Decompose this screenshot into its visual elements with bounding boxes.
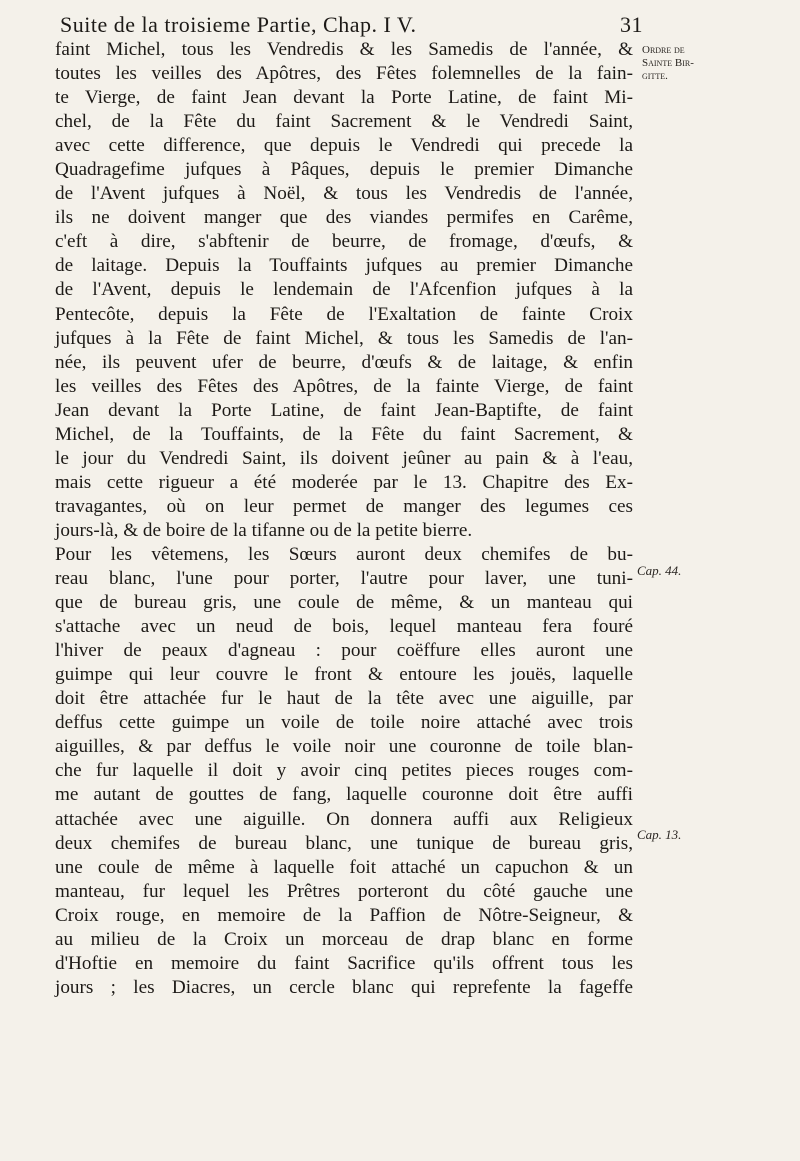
- text-line: jours-là, & de boire de la tifanne ou de la petite bierre.: [55, 519, 473, 541]
- text-line: au milieu de la Croix un morceau de drap blanc en forme: [55, 928, 633, 950]
- margin-note-cap-44: Cap. 44.: [637, 563, 682, 578]
- text-line: manteau, fur lequel les Prêtres porteront du côté gauche une: [55, 880, 633, 902]
- text-line: c'eft à dire, s'abftenir de beurre, de fromage, d'œufs, &: [55, 231, 633, 253]
- margin-note-cap-13: Cap. 13.: [637, 827, 682, 842]
- text-line: aiguilles, & par deffus le voile noir une couronne de toile blan-: [55, 736, 633, 758]
- text-line: guimpe qui leur couvre le front & entoure les jouës, laquelle: [55, 664, 633, 686]
- text-line: Michel, de la Touffaints, de la Fête du faint Sacrement, &: [55, 423, 633, 445]
- running-head-title: Suite de la troisieme Partie, Chap. I V.: [60, 12, 417, 37]
- text-line: que de bureau gris, une coule de même, & un manteau qui: [55, 592, 633, 614]
- text-line: les veilles des Fêtes des Apôtres, de la fainte Vierge, de faint: [55, 375, 633, 397]
- text-line: jufques à la Fête de faint Michel, & tous les Samedis de l'an-: [55, 327, 633, 349]
- text-line: reau blanc, l'une pour porter, l'autre pour laver, une tuni-: [55, 568, 633, 590]
- text-line: Pour les vêtemens, les Sœurs auront deux chemifes de bu-: [55, 543, 633, 565]
- text-line: de l'Avent, depuis le lendemain de l'Afcenfion jufques à la: [55, 279, 633, 301]
- text-line: Croix rouge, en memoire de la Paffion de Nôtre-Seigneur, &: [55, 904, 633, 926]
- text-line: née, ils peuvent ufer de beurre, d'œufs & de laitage, & enfin: [55, 351, 633, 373]
- text-line: de laitage. Depuis la Touffaints jufques au premier Dimanche: [55, 255, 633, 277]
- page-number: 31: [620, 12, 643, 37]
- margin-note-line: gitte.: [642, 70, 668, 82]
- margin-note-line: Ordre de: [642, 44, 685, 56]
- text-line: l'hiver de peaux d'agneau : pour coëffure elles auront une: [55, 640, 633, 662]
- text-line: attachée avec une aiguille. On donnera auffi aux Religieux: [55, 808, 633, 830]
- text-line: Pentecôte, depuis la Fête de l'Exaltation de fainte Croix: [55, 303, 633, 325]
- text-line: de l'Avent jufques à Noël, & tous les Vendredis de l'année,: [55, 183, 633, 205]
- running-head: [60, 6, 780, 40]
- text-line: Quadragefime jufques à Pâques, depuis le premier Dimanche: [55, 159, 633, 181]
- text-line: me autant de gouttes de fang, laquelle couronne doit être auffi: [55, 784, 633, 806]
- text-line: faint Michel, tous les Vendredis & les Samedis de l'année, &: [55, 39, 633, 60]
- text-line: mais cette rigueur a été moderée par le 13. Chapitre des Ex-: [55, 471, 633, 493]
- text-line: jours ; les Diacres, un cercle blanc qui reprefente la fageffe: [55, 976, 633, 998]
- text-line: avec cette difference, que depuis le Vendredi qui precede la: [55, 135, 633, 157]
- body-text: [55, 38, 633, 1000]
- text-line: deffus cette guimpe un voile de toile noire attaché avec trois: [55, 712, 633, 734]
- margin-note-order: [642, 44, 694, 83]
- text-line: s'attache avec un neud de bois, lequel manteau fera fouré: [55, 616, 633, 638]
- text-line: travagantes, où on leur permet de manger des legumes ces: [55, 495, 633, 517]
- text-line: deux chemifes de bureau blanc, une tunique de bureau gris,: [55, 832, 633, 854]
- text-line: che fur laquelle il doit y avoir cinq petites pieces rouges com-: [55, 760, 633, 782]
- text-line: toutes les veilles des Apôtres, des Fêtes folemnelles de la fain-: [55, 63, 633, 85]
- text-line: Jean devant la Porte Latine, de faint Jean-Baptifte, de faint: [55, 399, 633, 421]
- text-line: ils ne doivent manger que des viandes permifes en Carême,: [55, 207, 633, 229]
- text-line: d'Hoftie en memoire du faint Sacrifice qu'ils offrent tous les: [55, 952, 633, 974]
- text-line: doit être attachée fur le haut de la tête avec une aiguille, par: [55, 688, 633, 710]
- text-line: le jour du Vendredi Saint, ils doivent jeûner au pain & à l'eau,: [55, 447, 633, 469]
- text-line: te Vierge, de faint Jean devant la Porte Latine, de faint Mi-: [55, 87, 633, 109]
- margin-note-line: Sainte Bir-: [642, 57, 694, 69]
- text-line: chel, de la Fête du faint Sacrement & le Vendredi Saint,: [55, 111, 633, 133]
- text-line: une coule de même à laquelle foit attaché un capuchon & un: [55, 856, 633, 878]
